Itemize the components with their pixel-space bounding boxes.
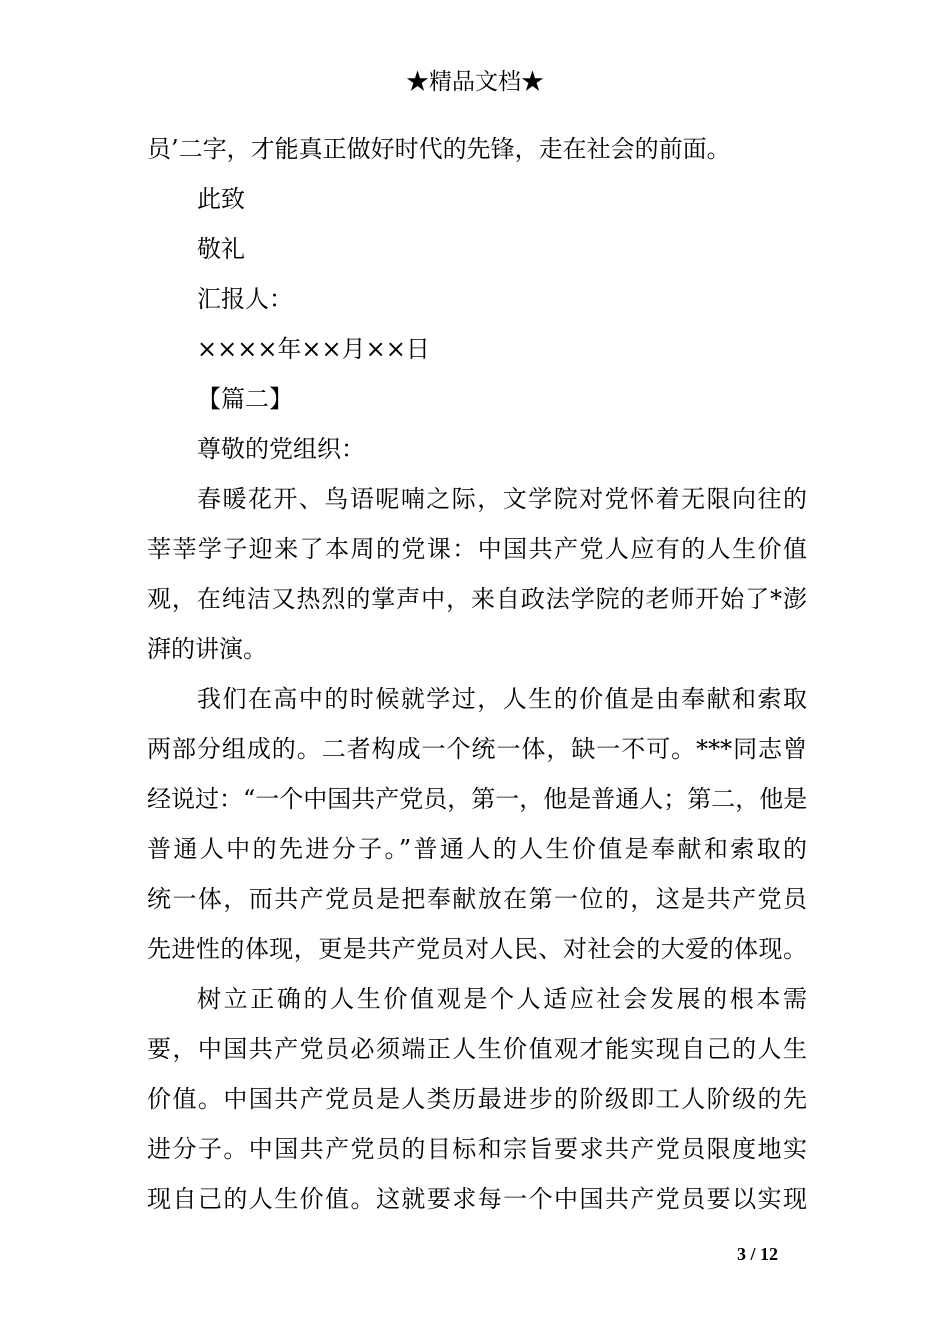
text-line: 要，中国共产党员必须端正人生价值观才能实现自己的人生 [147,1035,807,1063]
text-line: 先进性的体现，更是共产党员对人民、对社会的大爱的体现。 [147,935,807,963]
text-line: 我们在高中的时候就学过，人生的价值是由奉献和索取 [197,685,807,713]
text-line: 莘莘学子迎来了本周的党课：中国共产党人应有的人生价值 [147,535,807,563]
text-line: 观，在纯洁又热烈的掌声中，来自政法学院的老师开始了*澎 [147,585,807,613]
text-line: 树立正确的人生价值观是个人适应社会发展的根本需 [197,985,807,1013]
text-line: 进分子。中国共产党员的目标和宗旨要求共产党员限度地实 [147,1135,807,1163]
text-line: 统一体，而共产党员是把奉献放在第一位的，这是共产党员 [147,885,807,913]
text-line: 敬礼 [197,235,245,263]
page-header [0,64,950,100]
text-line: ××××年××月××日 [197,335,430,363]
text-line: 尊敬的党组织： [197,435,365,463]
page-number: 3 / 12 [736,1244,778,1264]
text-line: 两部分组成的。二者构成一个统一体，缺一不可。***同志曾 [147,735,807,763]
document-body [147,124,807,1224]
text-line: 经说过：“一个中国共产党员，第一，他是普通人；第二，他是 [147,785,808,813]
text-line: 春暖花开、鸟语呢喃之际，文学院对党怀着无限向往的 [197,485,807,513]
text-line: 普通人中的先进分子。”普通人的人生价值是奉献和索取的 [147,835,807,863]
text-line: 【篇二】 [197,385,293,413]
text-line: 员’二字，才能真正做好时代的先锋，走在社会的前面。 [147,135,731,163]
text-line: 现自己的人生价值。这就要求每一个中国共产党员要以实现 [147,1185,807,1213]
text-line: 汇报人： [197,285,293,313]
text-line: 价值。中国共产党员是人类历最进步的阶级即工人阶级的先 [147,1085,807,1113]
text-line: 湃的讲演。 [147,635,267,663]
header-title: ★精品文档★ [406,69,544,95]
text-line: 此致 [197,185,245,213]
